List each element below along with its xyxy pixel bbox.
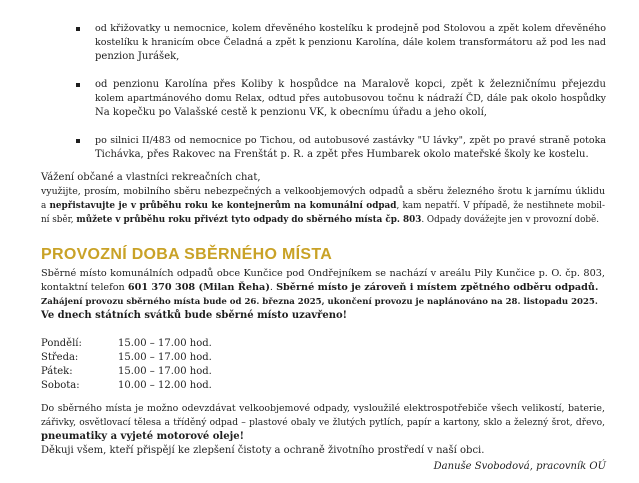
text-line: zářivky, osvětlovací tělesa a tříděný odpad – plastové obaly ve žlutých pytlích, papír a kartony, sklo a železný šrot, dřevo, [41,418,605,428]
info-paragraph [41,267,605,323]
contact-phone: 601 370 308 (Milan Řeha) [127,282,270,293]
bullet-square-icon [76,83,80,87]
text-line: Tichávka, přes Rakovec na Frenštát p. R. a zpět přes Humbarek okolo mateřské školy ke kostelu. [95,149,589,160]
text-line: a nepřistavujte je v průběhu roku ke kontejnerům na komunální odpad, kam nepatří. V případě, že nestihnete mobil- [41,201,606,211]
text-line: po silnici II/483 od nemocnice po Tichou, od autobusové zastávky "U lávky", zpět po pravé straně potoka [95,135,606,146]
text-line: penzion Jurášek, [95,51,180,62]
schedule-day: Středa: [41,352,79,363]
greeting-line: Vážení občané a vlastníci rekreačních chat, [41,172,261,183]
text-line: Sběrné místo komunálních odpadů obce Kunčice pod Ondřejníkem se nachází v areálu Pily Kunčice p. O. čp. 803, [41,268,605,279]
text-line: od penzionu Karolína přes Koliby k hospůdce na Maralově kopci, zpět k železničnímu přejezdu [95,79,606,90]
text-line: kostelíku k hranicím obce Čeladná a zpět k penzionu Karolína, dále kolem transformátoru až pod les nad [95,37,606,48]
text-line: ní sběr, můžete v průběhu roku přivézt tyto odpady do sběrného místa čp. 803. Odpady dovážejte jen v provozní době. [41,215,599,225]
text-line: kontaktní telefon 601 370 308 (Milan Řeha). Sběrné místo je zároveň i místem zpětného odběru odpadů. [41,282,599,293]
appeal-paragraph [41,171,605,227]
bullet-square-icon [76,139,80,143]
bold-note: Sběrné místo je zároveň i místem zpětného odběru odpadů. [276,282,599,293]
text-line: využijte, prosím, mobilního sběru nebezpečných a velkoobjemových odpadů a sběru železného šrotu k jarnímu úklidu [41,186,605,197]
text-line: od křižovatky u nemocnice, kolem dřevěného kostelíku k prodejně pod Stolovou a zpět kolem dřevěného [95,23,606,34]
schedule-time: 15.00 – 17.00 hod. [118,352,212,363]
holiday-notice: Ve dnech státních svátků bude sběrné místo uzavřeno! [41,310,348,321]
bullet-square-icon [76,27,80,31]
schedule-time: 15.00 – 17.00 hod. [118,338,212,349]
schedule-day: Pátek: [41,366,73,377]
bold-instruction: můžete v průběhu roku přivézt tyto odpady do sběrného místa čp. 803 [76,215,422,225]
closing-paragraph [41,402,605,458]
operation-dates: Zahájení provozu sběrného místa bude od 26. března 2025, ukončení provozu je naplánováno na 28. listopadu 2025. [41,297,598,307]
bold-items: pneumatiky a vyjeté motorové oleje! [41,431,244,442]
schedule-day: Pondělí: [41,338,82,349]
text-line: kolem apartmánového domu Relax, odtud přes autobusovou točnu k nádraží ČD, dále pak okolo hospůdky [95,93,606,104]
section-heading: PROVOZNÍ DOBA SBĚRNÉHO MÍSTA [41,246,333,263]
text-line: Do sběrného místa je možno odevzdávat velkoobjemové odpady, vysloužilé elektrospotřebiče všech velikostí, baterie, [41,403,605,414]
text-line: Na kopečku po Valašské cestě k penzionu VK, k obecnímu úřadu a jeho okolí, [95,107,487,118]
schedule-time: 15.00 – 17.00 hod. [118,366,212,377]
schedule-day: Sobota: [41,380,80,391]
thanks-line: Děkuji všem, kteří přispějí ke zlepšení čistoty a ochraně životního prostředí v naší obci. [41,445,485,456]
bold-instruction: nepřistavujte je v průběhu roku ke kontejnerům na komunální odpad [49,201,397,211]
schedule-time: 10.00 – 12.00 hod. [118,380,212,391]
author-signature: Danuše Svobodová, pracovník OÚ [433,461,606,472]
